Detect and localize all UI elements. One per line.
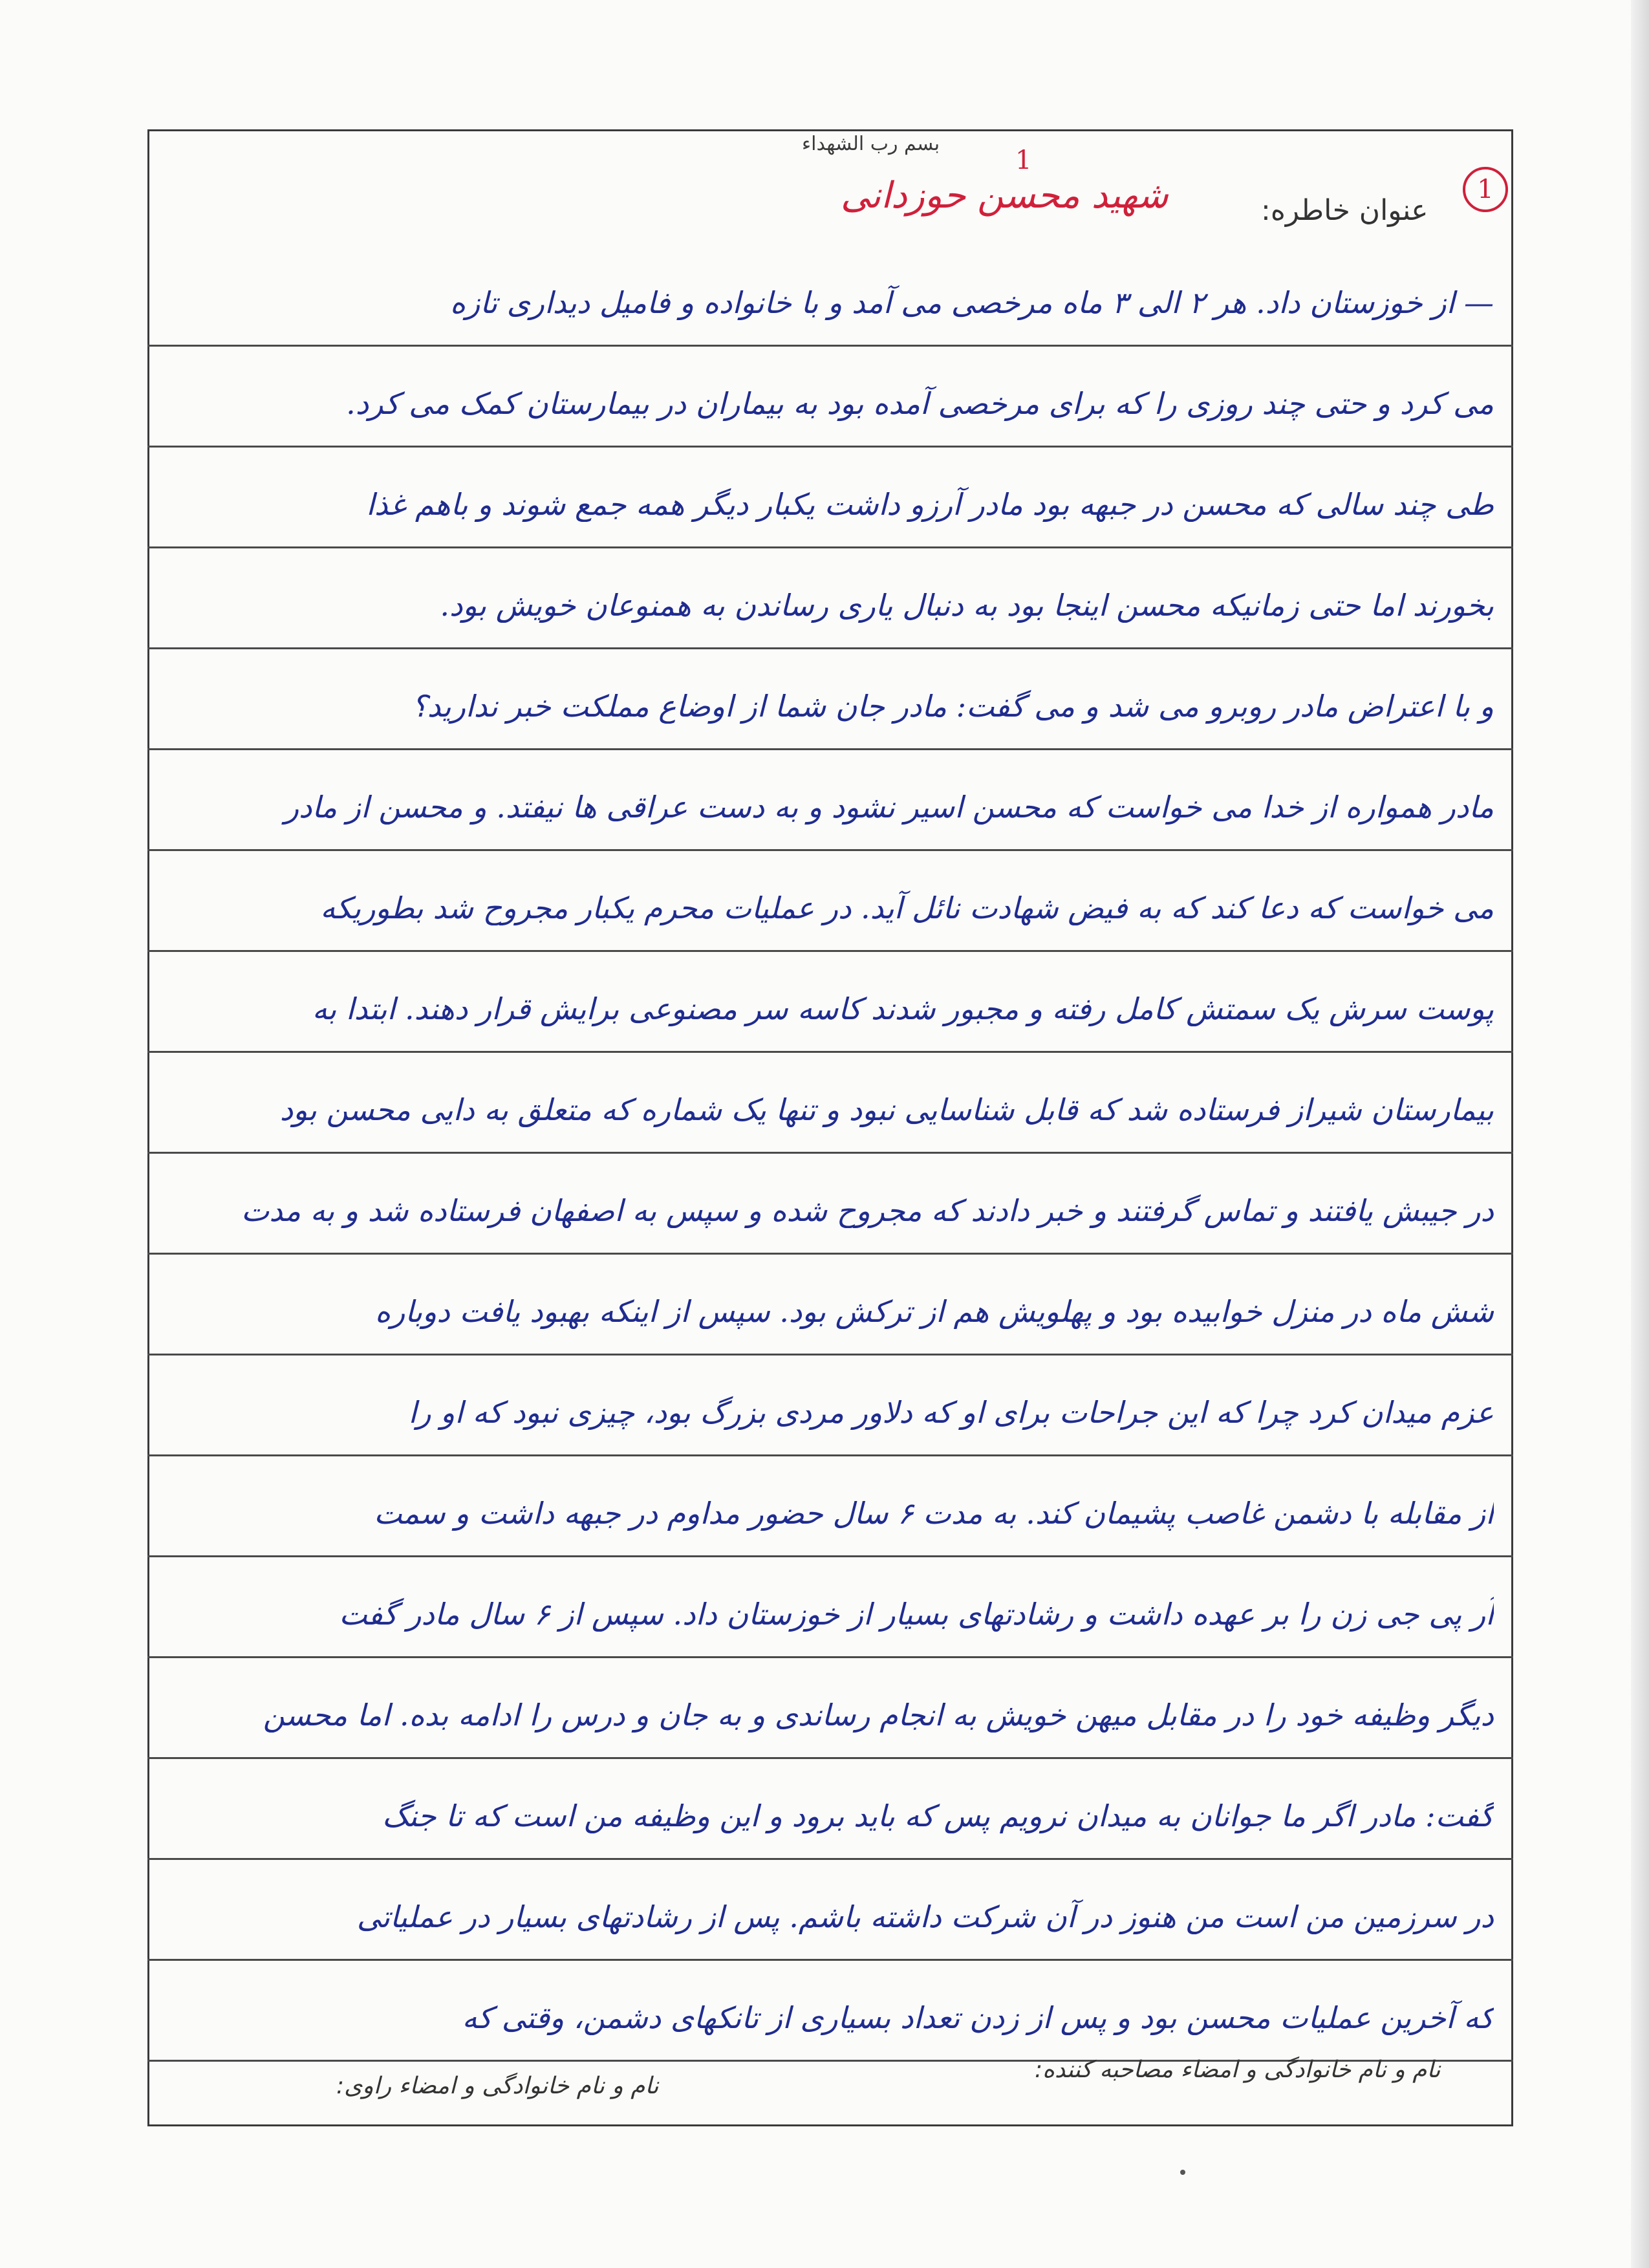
text-line <box>147 1860 1513 1961</box>
page-number: 1 <box>1477 175 1494 204</box>
line-text: بخورند اما حتی زمانیکه محسن اینجا بود به دنبال یاری رساندن به همنوعان خویش بود. <box>440 588 1494 623</box>
memory-text-lines <box>147 246 1513 2062</box>
line-text: مادر همواره از خدا می خواست که محسن اسیر نشود و به دست عراقی ها نیفتد. و محسن از مادر <box>284 790 1494 825</box>
line-text: گفت: مادر اگر ما جوانان به میدان نرویم پس که باید برود و این وظیفه من است که تا جنگ <box>382 1798 1494 1833</box>
text-line <box>147 246 1513 347</box>
line-text: در سرزمین من است من هنوز در آن شرکت داشته باشم. پس از رشادتهای بسیار در عملیاتی <box>356 1899 1494 1934</box>
scan-edge <box>1631 0 1649 2268</box>
red-annotation-number: 1 <box>1015 146 1032 175</box>
line-text: می خواست که دعا کند که به فیض شهادت نائل آید. در عملیات محرم یکبار مجروح شد بطوریکه <box>320 891 1494 925</box>
text-line <box>147 548 1513 649</box>
text-line <box>147 1759 1513 1860</box>
text-line <box>147 649 1513 750</box>
basmala: بسم رب الشهداء <box>802 133 940 155</box>
line-text: و با اعتراض مادر روبرو می شد و می گفت: مادر جان شما از اوضاع مملکت خبر ندارید؟ <box>411 689 1494 724</box>
text-line <box>147 750 1513 851</box>
line-text: آر پی جی زن را بر عهده داشت و رشادتهای بسیار از خوزستان داد. سپس از ۶ سال مادر گفت <box>339 1597 1494 1632</box>
line-text: دیگر وظیفه خود را در مقابل میهن خویش به انجام رساندی و به جان و درس را ادامه بده. اما محسن <box>263 1698 1494 1733</box>
line-text: طی چند سالی که محسن در جبهه بود مادر آرزو داشت یکبار دیگر همه جمع شوند و باهم غذا <box>366 487 1494 522</box>
line-text: در جیبش یافتند و تماس گرفتند و خبر دادند که مجروح شده و سپس به اصفهان فرستاده شد و به مدت <box>241 1193 1494 1228</box>
text-line <box>147 1658 1513 1759</box>
text-line <box>147 851 1513 952</box>
line-text: — از خوزستان داد. هر ۲ الی ۳ ماه مرخصی می آمد و با خانواده و فامیل دیداری تازه <box>450 285 1494 320</box>
interviewer-signature-label: نام و نام خانوادگی و امضاء مصاحبه کننده: <box>1035 2057 1441 2083</box>
text-line <box>147 1557 1513 1658</box>
text-line <box>147 347 1513 448</box>
scan-speck <box>1180 2170 1185 2175</box>
line-text: از مقابله با دشمن غاصب پشیمان کند. به مدت ۶ سال حضور مداوم در جبهه داشت و سمت <box>374 1496 1494 1531</box>
narrator-signature-label: نام و نام خانوادگی و امضاء راوی: <box>336 2073 659 2099</box>
line-text: شش ماه در منزل خوابیده بود و پهلویش هم از ترکش بود. سپس از اینکه بهبود یافت دوباره <box>375 1294 1494 1329</box>
text-line <box>147 1355 1513 1456</box>
line-text: می کرد و حتی چند روزی را که برای مرخصی آمده بود به بیماران در بیمارستان کمک می کرد. <box>346 386 1494 421</box>
text-line <box>147 448 1513 548</box>
line-text: که آخرین عملیات محسن بود و پس از زدن تعداد بسیاری از تانکهای دشمن، وقتی که <box>462 2000 1494 2035</box>
text-line <box>147 1154 1513 1255</box>
martyr-name: شهید محسن حوزدانی <box>841 175 1169 217</box>
text-line <box>147 1255 1513 1355</box>
line-text: بیمارستان شیراز فرستاده شد که قابل شناسایی نبود و تنها یک شماره که متعلق به دایی محسن بود <box>279 1092 1494 1127</box>
page-number-badge <box>1463 167 1508 212</box>
text-line <box>147 952 1513 1053</box>
line-text: عزم میدان کرد چرا که این جراحات برای او که دلاور مردی بزرگ بود، چیزی نبود که او را <box>408 1395 1494 1430</box>
line-text: پوست سرش یک سمتش کامل رفته و مجبور شدند کاسه سر مصنوعی برایش قرار دهند. ابتدا به <box>312 991 1494 1026</box>
text-line <box>147 1053 1513 1154</box>
text-line <box>147 1456 1513 1557</box>
memory-title-label: عنوان خاطره: <box>1261 194 1428 227</box>
